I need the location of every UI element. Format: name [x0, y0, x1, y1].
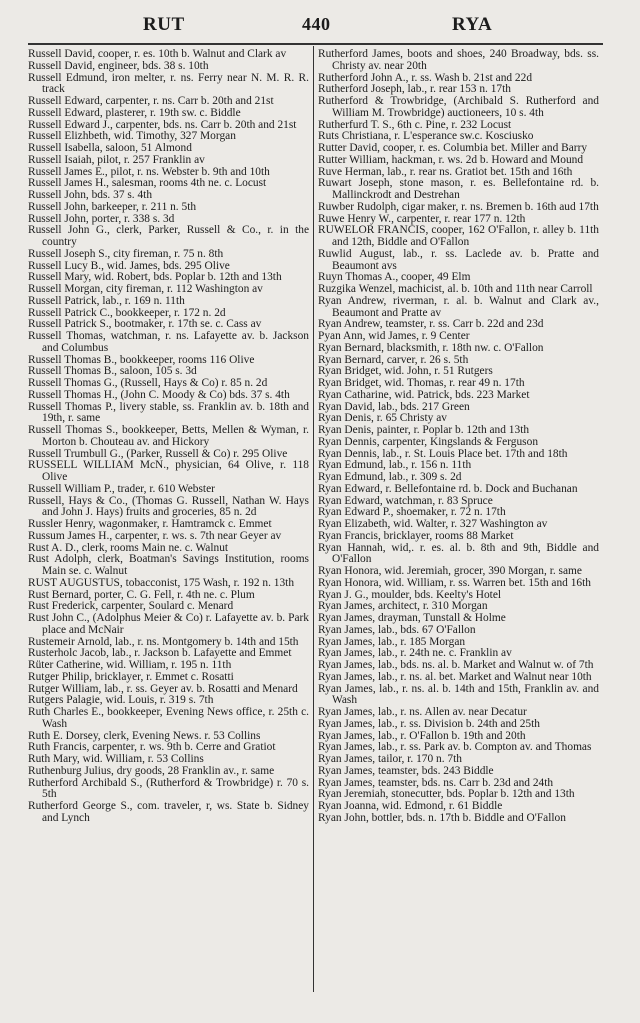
directory-entry: Ryan David, lab., bds. 217 Green [318, 400, 470, 413]
directory-entry: Russell, Hays & Co., (Thomas G. Russell, Nathan W. Hays and John J. Hays) fruits and groceries, 85 n. 2d [28, 494, 309, 519]
directory-entry: Russell Thomas H., (John C. Moody & Co) bds. 37 s. 4th [28, 388, 290, 401]
directory-entry: Rutger Philip, bricklayer, r. Emmet c. Rosatti [28, 670, 234, 683]
directory-entry: RUST AUGUSTUS, tobacconist, 175 Wash, r. 192 n. 13th [28, 576, 295, 589]
directory-entry: Russell William P., trader, r. 610 Webster [28, 482, 215, 495]
directory-entry: Rutherford & Trowbridge, (Archibald S. Rutherford and William M. Trowbridge) auctioneers, 10 s. 4th [318, 95, 599, 119]
directory-entry: Ruth E. Dorsey, clerk, Evening News. r. 53 Collins [28, 729, 261, 742]
directory-entry: Russell Thomas P., livery stable, ss. Franklin av. b. 18th and 19th, r. same [28, 400, 309, 425]
directory-entry: Rutger William, lab., r. ss. Geyer av. b. Rosatti and Menard [28, 682, 298, 695]
directory-entry: Ruwart Joseph, stone mason, r. es. Bellefontaine rd. b. Mallinckrodt and Destrehan [318, 177, 599, 201]
directory-entry: Rust A. D., clerk, rooms Main ne. c. Walnut [28, 541, 229, 554]
directory-entry: Russell Thomas, watchman, r. ns. Lafayette av. b. Jackson and Columbus [28, 330, 309, 354]
directory-entry: Rutgers Palagie, wid. Louis, r. 319 s. 7th [28, 694, 214, 707]
directory-entry: Rutherford John A., r. ss. Wash b. 21st and 22d [318, 71, 533, 84]
directory-entry: Ryan Elizabeth, wid. Walter, r. 327 Washington av [318, 518, 548, 530]
directory-entry: Russell Thomas G., (Russell, Hays & Co) r. 85 n. 2d [28, 377, 268, 389]
directory-entry: Ryan Jeremiah, stonecutter, bds. Poplar b. 12th and 13th [318, 788, 575, 801]
directory-entry: Rutherfurd T. S., 6th c. Pine, r. 232 Locust [318, 118, 512, 131]
directory-entry: Ryan James, lab., r. ss. Division b. 24th and 25th [318, 717, 540, 730]
directory-entry: Ryan James, lab., bds. 67 O'Fallon [318, 623, 476, 636]
directory-entry: Russell Lucy B., wid. James, bds. 295 Olive [28, 259, 230, 272]
directory-entry: Ryan Denis, r. 65 Christy av [318, 412, 447, 425]
directory-entry: Ruyn Thomas A., cooper, 49 Elm [318, 271, 471, 284]
directory-entry: Russell Joseph S., city fireman, r. 75 n. 8th [28, 247, 224, 260]
directory-entry: Rustemeir Arnold, lab., r. ns. Montgomery b. 14th and 15th [28, 635, 299, 648]
directory-entry: Ryan James, lab., r. ns. al. bet. Market and Walnut near 10th [318, 670, 592, 683]
directory-entry: Rutherford Joseph, lab., r. rear 153 n. 17th [318, 83, 511, 96]
directory-entry: Pyan Ann, wid James, r. 9 Center [318, 330, 470, 342]
directory-entry: Ryan Joanna, wid. Edmond, r. 61 Biddle [318, 800, 503, 812]
directory-entry: Rüter Catherine, wid. William, r. 195 n. 11th [28, 659, 232, 671]
directory-entry: Ryan J. G., moulder, bds. Keelty's Hotel [318, 588, 502, 601]
directory-entry: Ryan James, tailor, r. 170 n. 7th [318, 753, 462, 765]
directory-entry: Ryan Edward, watchman, r. 83 Spruce [318, 494, 493, 507]
directory-entry: Ryan Catharine, wid. Patrick, bds. 223 Market [318, 388, 530, 401]
directory-entry: Ryan Edmund, lab., r. 309 s. 2d [318, 471, 462, 483]
directory-entry: Ryan Hannah, wid,. r. es. al. b. 8th and 9th, Biddle and O'Fallon [318, 541, 599, 566]
directory-entry: Ryan Andrew, riverman, r. al. b. Walnut and Clark av., Beaumont and Pratte av [318, 294, 599, 319]
directory-entry: Ryan Francis, bricklayer, rooms 88 Market [318, 529, 514, 542]
directory-entry: Russell Morgan, city fireman, r. 112 Washington av [28, 283, 263, 295]
directory-entry: Ryan James, teamster, bds. ns. Carr b. 23d and 24th [318, 776, 554, 789]
directory-entry: Ryan James, lab., r. ns. Allen av. near Decatur [318, 706, 527, 718]
directory-entry: Ryan James, architect, r. 310 Morgan [318, 600, 488, 613]
directory-entry: Ryan Edward, r. Bellefontaine rd. b. Dock and Buchanan [318, 482, 578, 495]
directory-entry: Ryan Honora, wid. William, r. ss. Warren bet. 15th and 16th [318, 576, 591, 589]
directory-entry: Russell Edward, carpenter, r. ns. Carr b. 20th and 21st [28, 95, 274, 107]
directory-entry: Russell Patrick C., bookkeeper, r. 172 n. 2d [28, 306, 226, 319]
right-column [318, 49, 599, 825]
directory-entry: Rusterholc Jacob, lab., r. Jackson b. Lafayette and Emmet [28, 647, 292, 660]
directory-entry: Russell Thomas S., bookkeeper, Betts, Mellen & Wyman, r. Morton b. Chouteau av. and Hickory [28, 424, 309, 448]
directory-entry: Ruth Francis, carpenter, r. ws. 9th b. Cerre and Gratiot [28, 741, 276, 754]
directory-entry: Ruts Christiana, r. L'esperance sw.c. Kosciusko [318, 130, 534, 143]
directory-entry: Ryan James, drayman, Tunstall & Holme [318, 612, 506, 624]
directory-entry: Ryan James, lab., r. ss. Park av. b. Compton av. and Thomas [318, 741, 592, 754]
directory-entry: Russell Isaiah, pilot, r. 257 Franklin av [28, 153, 205, 166]
directory-entry: Ryan Bridget, wid. Thomas, r. rear 49 n. 17th [318, 377, 525, 389]
directory-entry: Ruth Charles E., bookkeeper, Evening News office, r. 25th c. Wash [28, 706, 309, 730]
directory-entry: Russler Henry, wagonmaker, r. Hamtramck c. Emmet [28, 518, 272, 530]
directory-entry: Russell John, barkeeper, r. 211 n. 5th [28, 200, 197, 213]
directory-entry: Russell Patrick, lab., r. 169 n. 11th [28, 294, 185, 307]
directory-entry: Russell Edward, plasterer, r. 19th sw. c. Biddle [28, 106, 241, 119]
directory-entry: Ryan Bernard, carver, r. 26 s. 5th [318, 353, 469, 366]
directory-entry: Russell Patrick S., bootmaker, r. 17th se. c. Cass av [28, 318, 262, 331]
directory-entry: Russell John, bds. 37 s. 4th [28, 189, 153, 201]
directory-entry: Russell Elizhbeth, wid. Timothy, 327 Morgan [28, 130, 236, 143]
directory-entry: Ruwe Henry W., carpenter, r. rear 177 n. 12th [318, 212, 526, 225]
column-divider [313, 46, 314, 992]
directory-entry: Russell John, porter, r. 338 s. 3d [28, 212, 175, 225]
directory-entry: Ryan Dennis, lab., r. St. Louis Place bet. 17th and 18th [318, 447, 568, 460]
directory-entry: Ryan John, bottler, bds. n. 17th b. Biddle and O'Fallon [318, 811, 566, 824]
directory-entry: Ryan James, lab., r. ns. al. b. 14th and 15th, Franklin av. and Wash [318, 682, 599, 707]
directory-entry: Ruthenburg Julius, dry goods, 28 Franklin av., r. same [28, 764, 275, 777]
directory-entry: Rutter David, cooper, r. es. Columbia bet. Miller and Barry [318, 142, 588, 154]
directory-entry: Ryan Bridget, wid. John, r. 51 Rutgers [318, 365, 493, 378]
directory-entry: Ruwber Rudolph, cigar maker, r. ns. Bremen b. 16th aud 17th [318, 200, 599, 213]
directory-entry: Ruve Herman, lab., r. rear ns. Gratiot bet. 15th and 16th [318, 165, 573, 178]
directory-entry: Ryan James, lab., r. O'Fallon b. 19th and 20th [318, 729, 526, 742]
directory-entry: Rust John C., (Adolphus Meier & Co) r. Lafayette av. b. Park place and McNair [28, 612, 309, 636]
directory-entry: Russell Mary, wid. Robert, bds. Poplar b. 12th and 13th [28, 271, 282, 284]
running-head-right: RYA [452, 14, 493, 35]
directory-entry: Ruzgika Wenzel, machicist, al. b. 10th and 11th near Carroll [318, 283, 593, 295]
header-rule [28, 43, 603, 45]
directory-entry: Rust Frederick, carpenter, Soulard c. Menard [28, 600, 234, 613]
directory-entry: Russell Edward J., carpenter, bds. ns. Carr b. 20th and 21st [28, 118, 297, 131]
directory-entry: Russum James H., carpenter, r. ws. s. 7th near Geyer av [28, 529, 282, 542]
directory-entry: Rutter William, hackman, r. ws. 2d b. Howard and Mound [318, 153, 584, 166]
directory-entry: Russell Edmund, iron melter, r. ns. Ferry near N. M. R. R. track [28, 71, 309, 96]
directory-entry: Russell Thomas B., bookkeeper, rooms 116 Olive [28, 353, 255, 366]
directory-entry: Rutherford Archibald S., (Rutherford & Trowbridge) r. 70 s. 5th [28, 776, 309, 801]
directory-entry: Ryan Dennis, carpenter, Kingslands & Ferguson [318, 435, 539, 448]
directory-entry: Ryan Bernard, blacksmith, r. 18th nw. c. O'Fallon [318, 341, 544, 354]
directory-entry: Rutherford George S., com. traveler, r, ws. State b. Sidney and Lynch [28, 800, 309, 824]
directory-entry: Russell David, engineer, bds. 38 s. 10th [28, 59, 209, 72]
directory-entry: Ryan James, lab., r. 185 Morgan [318, 635, 466, 648]
directory-entry: Ruwlid August, lab., r. ss. Laclede av. b. Pratte and Beaumont avs [318, 247, 599, 272]
directory-entry: Russell David, cooper, r. es. 10th b. Walnut and Clark av [28, 48, 287, 60]
left-column [28, 49, 309, 825]
directory-entry: Rutherford James, boots and shoes, 240 Broadway, bds. ss. Christy av. near 20th [318, 48, 599, 72]
directory-entry: Ryan Andrew, teamster, r. ss. Carr b. 22d and 23d [318, 318, 544, 331]
directory-entry: Russell Thomas B., saloon, 105 s. 3d [28, 365, 197, 378]
directory-entry: Russell Trumbull G., (Parker, Russell & Co) r. 295 Olive [28, 447, 288, 460]
directory-entry: Russell Isabella, saloon, 51 Almond [28, 142, 192, 154]
directory-entry: Ryan James, lab., r. 24th ne. c. Franklin av [318, 647, 512, 660]
page-number: 440 [302, 14, 331, 34]
directory-entry: Ryan Honora, wid. Jeremiah, grocer, 390 Morgan, r. same [318, 565, 582, 577]
directory-entry: Rust Adolph, clerk, Boatman's Savings Institution, rooms Main se. c. Walnut [28, 553, 309, 577]
directory-entry: RUWELOR FRANCIS, cooper, 162 O'Fallon, r. alley b. 11th and 12th, Biddle and O'Fallon [318, 224, 599, 248]
directory-entry: Russell John G., clerk, Parker, Russell & Co., r. in the country [28, 224, 309, 248]
directory-entry: Ruth Mary, wid. William, r. 53 Collins [28, 753, 204, 765]
directory-entry: Ryan James, teamster, bds. 243 Biddle [318, 764, 494, 777]
directory-entry: Ryan James, lab., bds. ns. al. b. Market and Walnut w. of 7th [318, 659, 594, 671]
directory-entry: Russell James E., pilot, r. ns. Webster b. 9th and 10th [28, 165, 270, 178]
directory-entry: Ryan Edmund, lab., r. 156 n. 11th [318, 459, 472, 472]
directory-entry: Ryan Edward P., shoemaker, r. 72 n. 17th [318, 506, 506, 519]
directory-entry: Russell James H., salesman, rooms 4th ne. c. Locust [28, 177, 267, 190]
directory-entry: RUSSELL WILLIAM McN., physician, 64 Olive, r. 118 Olive [28, 459, 309, 483]
directory-entry: Ryan Denis, painter, r. Poplar b. 12th and 13th [318, 424, 530, 436]
directory-entry: Rust Bernard, porter, C. G. Fell, r. 4th ne. c. Plum [28, 588, 255, 601]
running-head-left: RUT [143, 14, 185, 35]
